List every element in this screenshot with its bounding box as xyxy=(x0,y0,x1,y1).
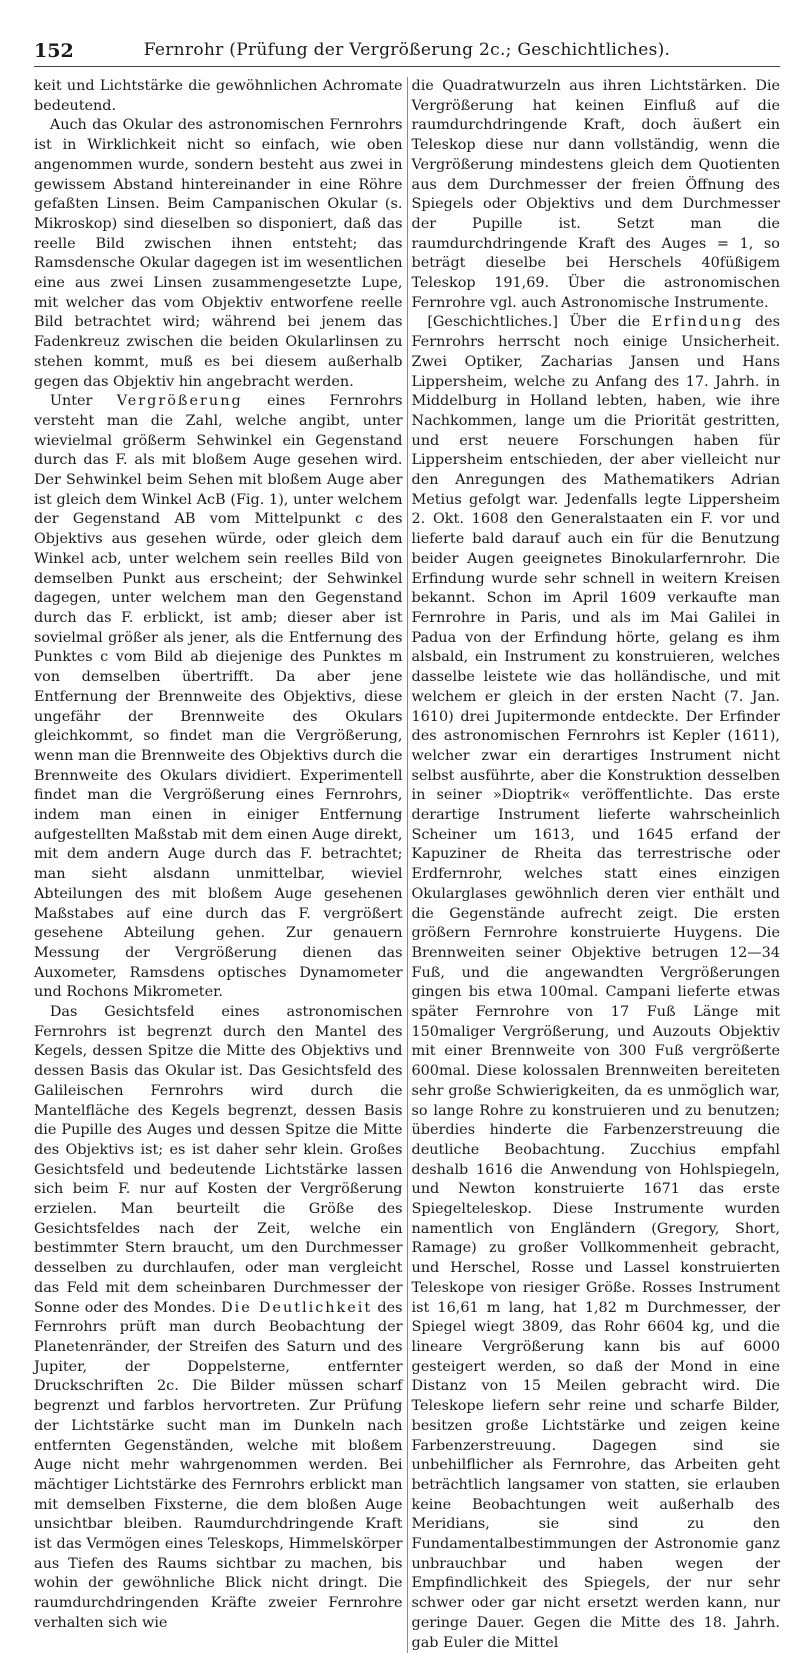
section-tag: [Geschichtliches.] xyxy=(427,314,558,331)
running-head: Fernrohr (Prüfung der Vergrößerung 2c.; Geschichtliches). xyxy=(143,40,671,60)
paragraph-geschichtliches xyxy=(411,313,780,1653)
spaced-term: Die Deutlichkeit xyxy=(221,1299,373,1316)
paragraph: die Quadratwurzeln aus ihren Lichtstärken. Die Vergrößerung hat keinen Einfluß auf die raumdurchdringende Kraft, doch äußert ein Teleskop diese nur dann vollständig, wenn die Vergrößerung mindestens gleich dem Quotienten aus dem Durchmesser der freien Öffnung des Spiegels oder Objektivs und dem Durchmesser der Pupille ist. Setzt man die raumdurchdringende Kraft des Auges = 1, so beträgt dieselbe bei Herschels 40füßigem Teleskop 191,69. Über die astronomischen Fernrohre vgl. auch Astronomische Instrumente. xyxy=(411,78,780,311)
paragraph-gesichtsfeld xyxy=(34,1003,403,1634)
spaced-term: Vergrößerung xyxy=(116,393,243,410)
left-column xyxy=(34,77,403,1653)
text-run: eines Fernrohrs versteht man die Zahl, welche angibt, unter wievielmal größerm Sehwinkel ein Gegenstand durch das F. als mit bloßem Auge gesehen wird. Der Sehwinkel beim Sehen mit bloßem Auge aber ist gleich dem Winkel AcB (Fig. 1), unter welchem der Gegenstand AB vom Mittelpunkt c des Objektivs aus gesehen würde, oder gleich dem Winkel acb, unter welchem sein reelles Bild von demselben Punkt aus erscheint; der Sehwinkel dagegen, unter welchem man den Gegenstand durch das F. erblickt, ist amb; dieser aber ist sovielmal größer als jener, als die Entfernung des Punktes c vom Bild ab diejenige des Punktes m von demselben übertrifft. Da aber jene Entfernung der Brennweite des Objektivs, diese ungefähr der Brennweite des Okulars gleichkommt, so findet man die Vergrößerung, wenn man die Brennweite des Objektivs durch die Brennweite des Okulars dividiert. Experimentell findet man die Vergrößerung eines Fernrohrs, indem man einen in einiger Entfernung aufgestellten Maßstab mit dem einen Auge direkt, mit dem andern Auge durch das F. betrachtet; man sieht alsdann unmittelbar, wieviel Abteilungen des mit bloßem Auge gesehenen Maßstabes auf eine durch das F. vergrößert gesehene Abteilung gehen. Zur genauern Messung der Vergrößerung dienen das Auxometer, Ramsdens optisches Dynamometer und Rochons Mikrometer. xyxy=(34,393,403,1001)
paragraph-vergroesserung xyxy=(34,392,403,1003)
spaced-term: Erfindung xyxy=(651,314,744,331)
text-run: des Fernrohrs prüft man durch Beobachtung der Planetenränder, der Streifen des Saturn und des Jupiter, der Doppelsterne, entfernter Druckschriften 2c. Die Bilder müssen scharf begrenzt und farblos hervortreten. Zur Prüfung der Lichtstärke sucht man im Dunkeln nach entfernten Gegenständen, welche mit bloßem Auge nicht mehr wahrgenommen werden. Bei mächtiger Lichtstärke des Fernrohrs erblickt man mit demselben Fixsterne, die dem bloßen Auge unsichtbar bleiben. Raumdurchdringende Kraft ist das Vermögen eines Teleskops, Himmelskörper aus Tiefen des Raums sichtbar zu machen, bis wohin der gewöhnliche Blick nicht dringt. Die raumdurchdringenden Kräfte zweier Fernrohre verhalten sich wie xyxy=(34,1299,403,1631)
text-run: des Fernrohrs herrscht noch einige Unsicherheit. Zwei Optiker, Zacharias Jansen und Hans Lippersheim, welche zu Anfang des 17. Jahrh. in Middelburg in Holland lebten, haben, wie ihre Nachkommen, lange um die Priorität gestritten, und erst neuere Forschungen haben für Lippersheim entschieden, der aber vielleicht nur den Anregungen des Mathematikers Adrian Metius gefolgt war. Jedenfalls legte Lippersheim 2. Okt. 1608 den Generalstaaten ein F. vor und lieferte bald darauf auch ein für die Benutzung beider Augen geeignetes Binokularfernrohr. Die Erfindung wurde sehr schnell in weitern Kreisen bekannt. Schon im April 1609 verkaufte man Fernrohre in Paris, und als im Mai Galilei in Padua von der Erfindung hörte, gelang es ihm alsbald, ein Instrument zu konstruieren, welches dasselbe leistete wie das holländische, und mit welchem er gleich in der ersten Nacht (7. Jan. 1610) drei Jupitermonde entdeckte. Der Erfinder des astronomischen Fernrohrs ist Kepler (1611), welcher zwar ein derartiges Instrument nicht selbst ausführte, aber die Konstruktion desselben in seiner »Dioptrik« veröffentlichte. Das erste derartige Instrument lieferte wahrscheinlich Scheiner um 1613, und 1645 erfand der Kapuziner de Rheita das terrestrische oder Erdfernrohr, welches statt eines einzigen Okularglases gewöhnlich deren vier enthält und die Gegenstände aufrecht zeigt. Die ersten größern Fernrohre konstruierte Huygens. Die Brennweiten seiner Objektive betrugen 12—34 Fuß, und die angewandten Vergrößerungen gingen bis etwa 100mal. Campani lieferte etwas später Fernrohre von 17 Fuß Länge mit 150maliger Vergrößerung, und Auzouts Objektiv mit einer Brennweite von 300 Fuß vergrößerte 600mal. Diese kolossalen Brennweiten bereiteten sehr große Schwierigkeiten, da es unmöglich war, so lange Rohre zu konstruieren und zu benutzen; überdies hinderte die Farbenzerstreuung die deutliche Beobachtung. Zucchius empfahl deshalb 1616 die Anwendung von Hohlspiegeln, und Newton konstruierte 1671 das erste Spiegelteleskop. Diese Instrumente wurden namentlich von Engländern (Gregory, Short, Ramage) zu großer Vollkommenheit gebracht, und Herschel, Rosse und Lassel konstruierten Teleskope von riesiger Größe. Rosses Instrument ist 16,61 m lang, hat 1,82 m Durchmesser, der Spiegel wiegt 3809, das Rohr 6604 kg, und die lineare Vergrößerung kann bis auf 6000 gesteigert werden, so daß der Mond in eine Distanz von 15 Meilen gebracht wird. Die Teleskope liefern sehr reine und scharfe Bilder, besitzen große Lichtstärke und zeigen keine Farbenzerstreuung. Dagegen sind sie unbehilflicher als Fernrohre, das Arbeiten geht beträchtlich langsamer von statten, sie erlauben keine Beobachtungen weit außerhalb des Meridians, sie sind zu den Fundamentalbestimmungen der Astronomie ganz unbrauchbar und haben wegen der Empfindlichkeit des Spiegels, der nur sehr schwer oder gar nicht ersetzt werden kann, nur geringe Dauer. Gegen die Mitte des 18. Jahrh. gab Euler die Mittel xyxy=(411,314,780,1651)
text-columns xyxy=(34,77,780,1653)
right-column xyxy=(411,77,780,1653)
text-run: Über die xyxy=(558,314,652,331)
text-run: Unter xyxy=(49,393,117,410)
page-header xyxy=(34,36,780,67)
text-run: Das Gesichtsfeld eines astronomischen Fernrohrs ist begrenzt durch den Mantel des Kegels, dessen Spitze die Mitte des Objektivs und dessen Basis das Okular ist. Das Gesichtsfeld des Galileischen Fernrohrs wird durch die Mantelfläche des Kegels begrenzt, dessen Basis die Pupille des Auges und dessen Spitze die Mitte des Objektivs ist; es ist daher sehr klein. Großes Gesichtsfeld und bedeutende Lichtstärke lassen sich beim F. nur auf Kosten der Vergrößerung erzielen. Man beurteilt die Größe des Gesichtsfeldes nach der Zeit, welche ein bestimmter Stern braucht, um den Durchmesser desselben zu durchlaufen, oder man vergleicht das Feld mit dem scheinbaren Durchmesser der Sonne oder des Mondes. xyxy=(34,1004,403,1316)
page-number: 152 xyxy=(34,40,74,62)
column-divider xyxy=(407,77,408,1653)
paragraph: keit und Lichtstärke die gewöhnlichen Achromate bedeutend. xyxy=(34,78,403,114)
paragraph: Auch das Okular des astronomischen Fernrohrs ist in Wirklichkeit nicht so einfach, wie oben angenommen wurde, sondern besteht aus zwei in gewissem Abstand hintereinander in eine Röhre gefaßten Linsen. Beim Campanischen Okular (s. Mikroskop) sind dieselben so disponiert, daß das reelle Bild zwischen ihnen entsteht; das Ramsdensche Okular dagegen ist im wesentlichen eine aus zwei Linsen zusammengesetzte Lupe, mit welcher das vom Objektiv entworfene reelle Bild betrachtet wird; während bei jenem das Fadenkreuz zwischen die beiden Okularlinsen zu stehen kommt, muß es bei diesem außerhalb gegen das Objektiv hin angebracht werden. xyxy=(34,117,403,390)
